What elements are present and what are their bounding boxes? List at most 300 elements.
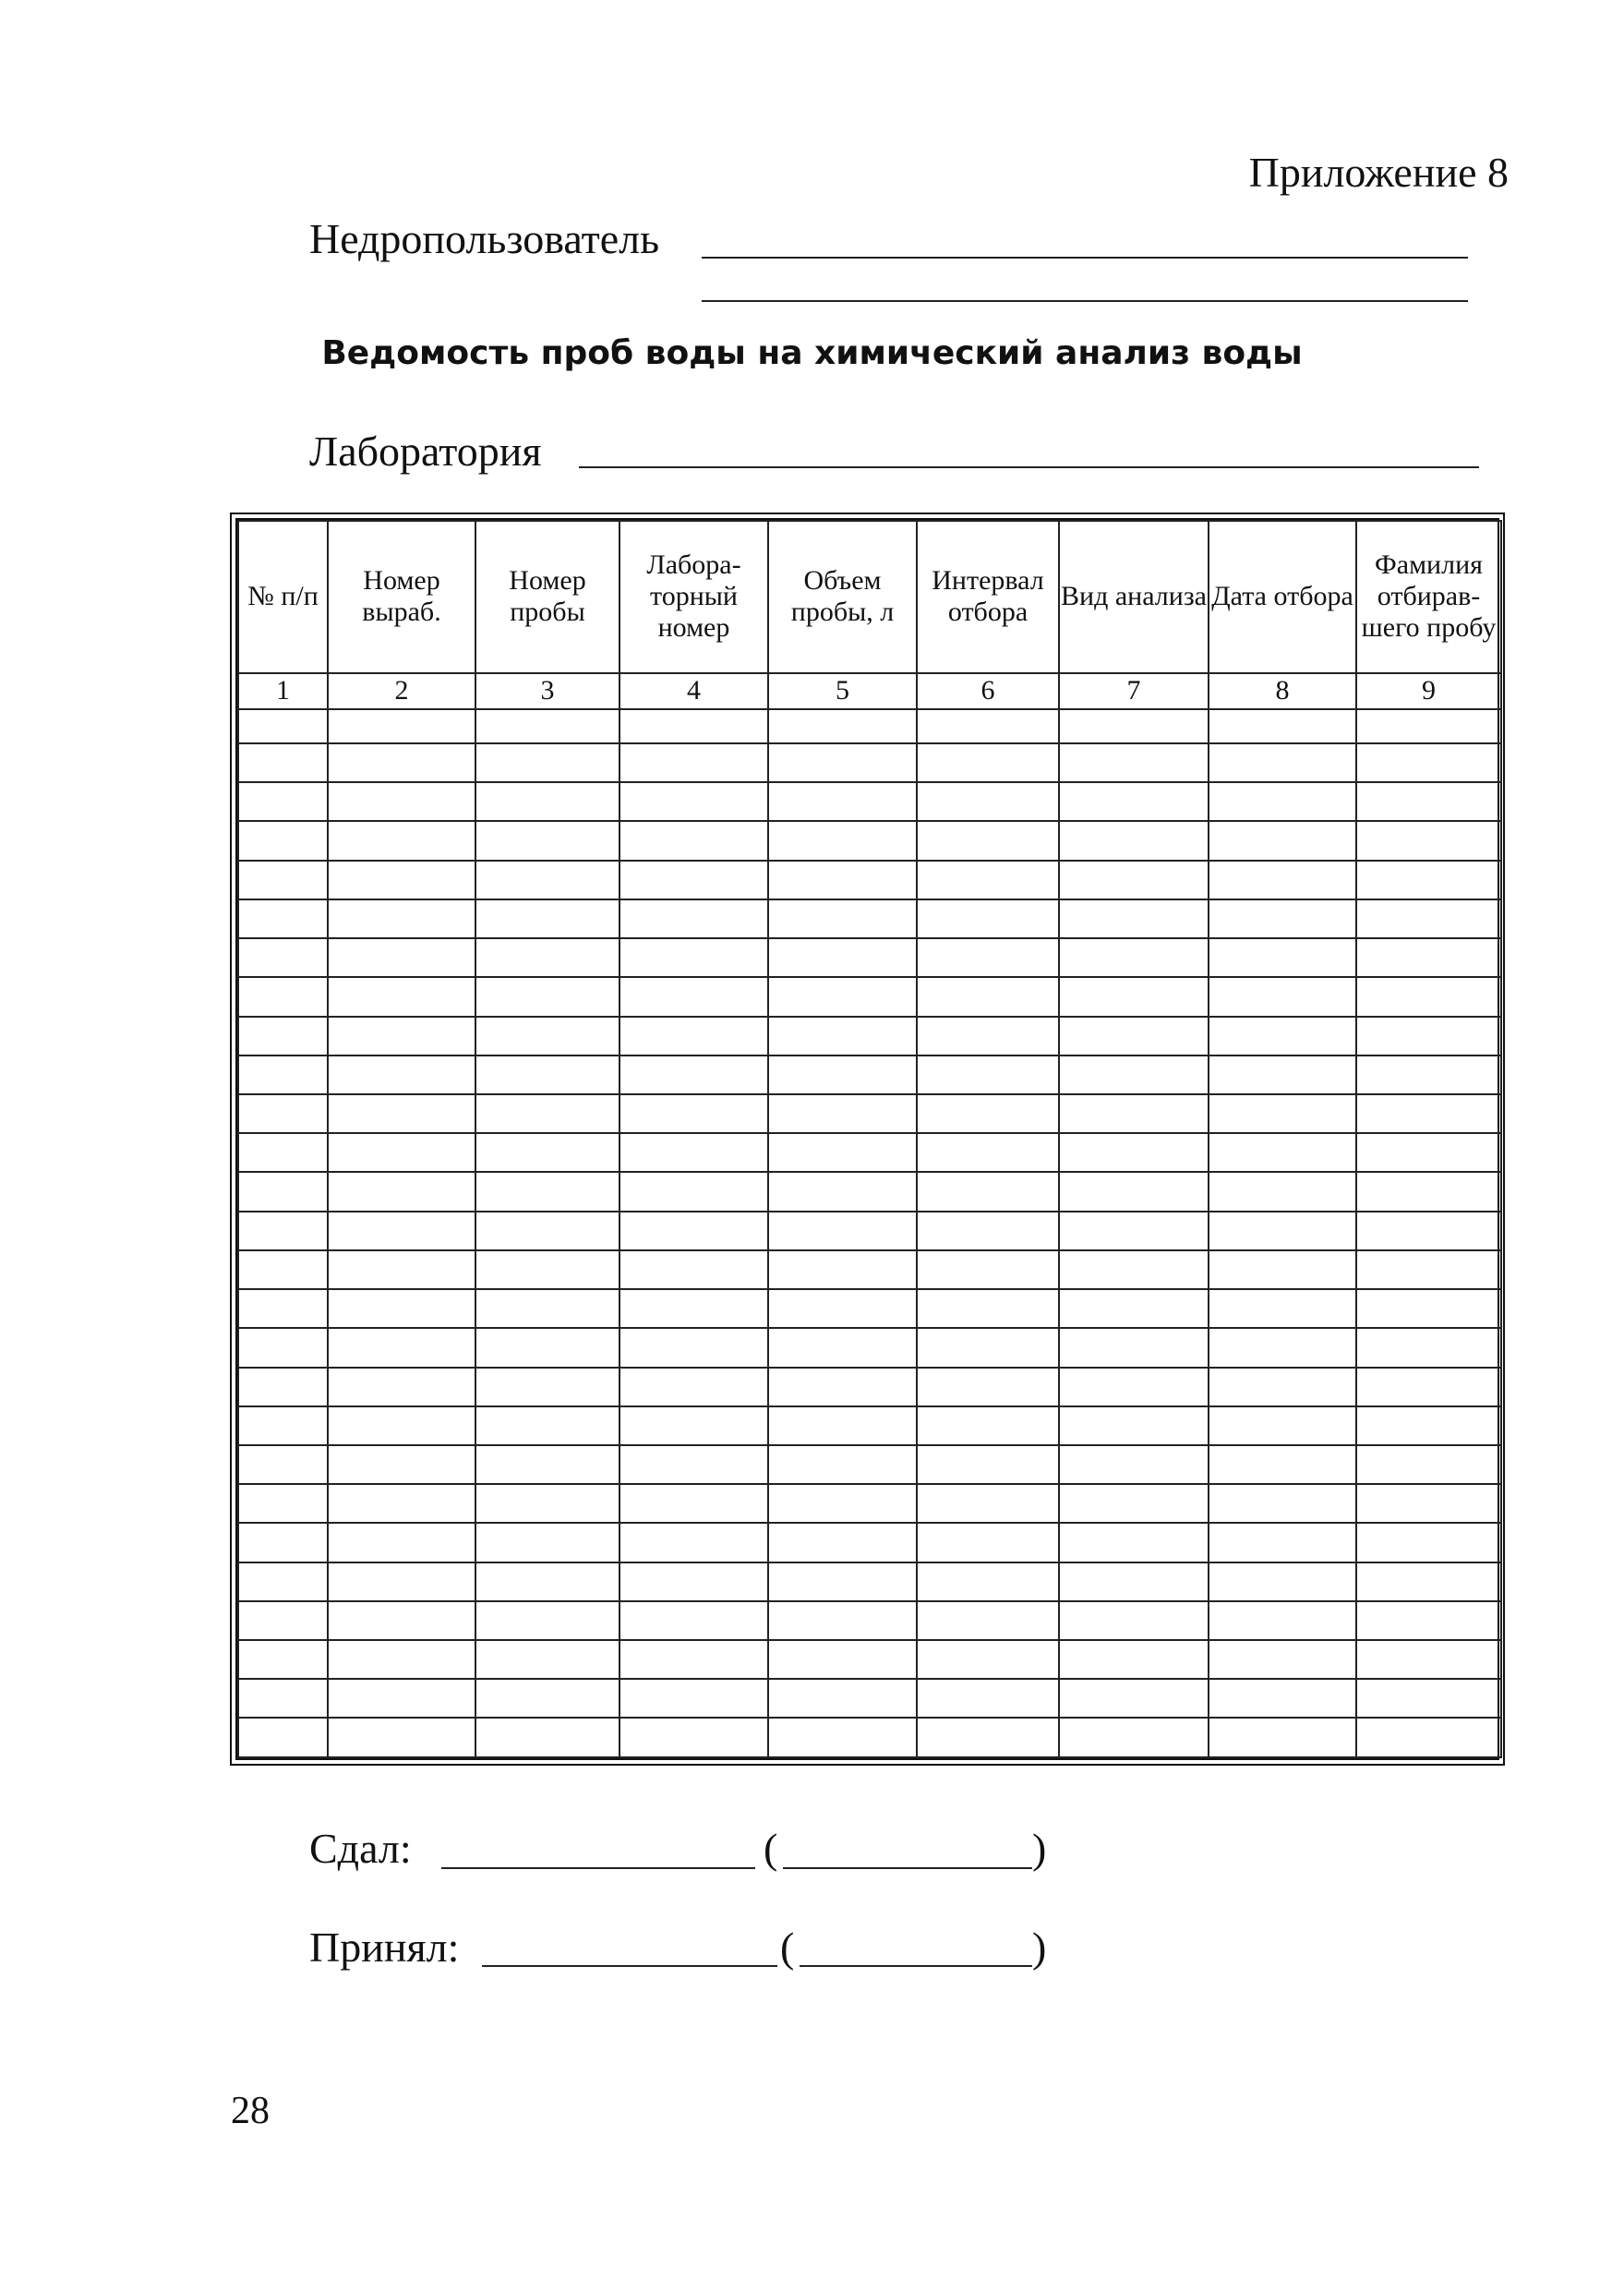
table-cell[interactable] [475, 899, 620, 938]
appendix-label: Приложение 8 [1248, 149, 1509, 196]
handed-over-signature-line[interactable] [441, 1867, 755, 1869]
table-cell[interactable] [620, 1601, 768, 1640]
table-cell[interactable] [328, 1172, 475, 1211]
table-cell[interactable] [1209, 743, 1356, 782]
table-cell[interactable] [238, 1601, 328, 1640]
table-row [238, 938, 1501, 977]
table-cell[interactable] [1209, 1056, 1356, 1094]
table-cell[interactable] [1209, 1640, 1356, 1679]
table-cell[interactable] [768, 821, 917, 860]
table-cell[interactable] [475, 1523, 620, 1562]
table-cell[interactable] [238, 743, 328, 782]
table-cell[interactable] [1356, 1250, 1501, 1289]
table-cell[interactable] [328, 1406, 475, 1445]
table-row [238, 1094, 1501, 1133]
table-cell[interactable] [1209, 1406, 1356, 1445]
column-number-cell: 4 [620, 673, 768, 709]
table-cell[interactable] [768, 1368, 917, 1406]
table-cell[interactable] [1209, 977, 1356, 1016]
table-cell[interactable] [620, 743, 768, 782]
table-cell[interactable] [1059, 1523, 1209, 1562]
table-cell[interactable] [238, 1133, 328, 1172]
table-cell[interactable] [1059, 1094, 1209, 1133]
table-cell[interactable] [768, 977, 917, 1016]
table-cell[interactable] [1059, 861, 1209, 899]
table-cell[interactable] [917, 899, 1059, 938]
table-cell[interactable] [328, 743, 475, 782]
table-cell[interactable] [620, 1406, 768, 1445]
table-cell[interactable] [768, 899, 917, 938]
table-cell[interactable] [1209, 1679, 1356, 1718]
table-cell[interactable] [768, 1640, 917, 1679]
header-cell: Номер выраб. [328, 521, 475, 673]
table-cell[interactable] [328, 1523, 475, 1562]
table-cell[interactable] [620, 1289, 768, 1328]
table-cell[interactable] [917, 1172, 1059, 1211]
table-cell[interactable] [1059, 1562, 1209, 1601]
table-cell[interactable] [768, 1172, 917, 1211]
table-cell[interactable] [1209, 1212, 1356, 1250]
table-cell[interactable] [238, 1368, 328, 1406]
table-cell[interactable] [917, 1523, 1059, 1562]
table-row [238, 1289, 1501, 1328]
table-cell[interactable] [917, 782, 1059, 821]
table-cell[interactable] [328, 899, 475, 938]
table-cell[interactable] [1059, 1368, 1209, 1406]
table-cell[interactable] [238, 1056, 328, 1094]
column-number-row [238, 673, 1501, 709]
handed-over-label: Сдал: [309, 1825, 412, 1872]
table-cell[interactable] [768, 743, 917, 782]
table-cell[interactable] [238, 1250, 328, 1289]
table-cell[interactable] [328, 1562, 475, 1601]
table-cell[interactable] [1209, 1368, 1356, 1406]
table-cell[interactable] [1356, 1718, 1501, 1757]
table-cell[interactable] [917, 1289, 1059, 1328]
table-cell[interactable] [620, 1212, 768, 1250]
received-signature-line[interactable] [482, 1965, 777, 1967]
table-cell[interactable] [1209, 1718, 1356, 1757]
table-cell[interactable] [620, 1172, 768, 1211]
table-cell[interactable] [238, 1484, 328, 1523]
table-cell[interactable] [1059, 1212, 1209, 1250]
table-cell[interactable] [1356, 1172, 1501, 1211]
header-cell: Дата отбора [1209, 521, 1356, 673]
table-cell[interactable] [620, 1484, 768, 1523]
table-cell[interactable] [1059, 938, 1209, 977]
table-cell[interactable] [620, 1017, 768, 1056]
table-cell[interactable] [1059, 1328, 1209, 1367]
table-cell[interactable] [1209, 821, 1356, 860]
table-cell[interactable] [620, 977, 768, 1016]
table-cell[interactable] [1059, 1445, 1209, 1484]
table-cell[interactable] [475, 861, 620, 899]
table-cell[interactable] [328, 1289, 475, 1328]
table-cell[interactable] [328, 1484, 475, 1523]
table-cell[interactable] [475, 1406, 620, 1445]
table-cell[interactable] [1356, 1289, 1501, 1328]
table-cell[interactable] [328, 1056, 475, 1094]
table-cell[interactable] [1356, 1679, 1501, 1718]
table-cell[interactable] [1059, 1017, 1209, 1056]
table-cell[interactable] [328, 1017, 475, 1056]
subsoil-user-label: Недропользователь [309, 215, 660, 262]
table-row [238, 861, 1501, 899]
table-cell[interactable] [475, 821, 620, 860]
table-cell[interactable] [1356, 743, 1501, 782]
table-cell[interactable] [768, 1406, 917, 1445]
table-cell[interactable] [238, 782, 328, 821]
table-cell[interactable] [917, 861, 1059, 899]
table-cell[interactable] [620, 1640, 768, 1679]
table-cell[interactable] [238, 899, 328, 938]
table-cell[interactable] [1209, 938, 1356, 977]
table-cell[interactable] [475, 782, 620, 821]
table-cell[interactable] [475, 1445, 620, 1484]
table-row [238, 1133, 1501, 1172]
table-cell[interactable] [917, 1601, 1059, 1640]
table-cell[interactable] [768, 1017, 917, 1056]
table-cell[interactable] [768, 1445, 917, 1484]
table-cell[interactable] [475, 1484, 620, 1523]
table-row [238, 1640, 1501, 1679]
table-cell[interactable] [620, 1094, 768, 1133]
table-cell[interactable] [238, 1172, 328, 1211]
table-cell[interactable] [475, 1328, 620, 1367]
table-cell[interactable] [328, 1640, 475, 1679]
table-cell[interactable] [917, 1368, 1059, 1406]
table-cell[interactable] [620, 821, 768, 860]
table-cell[interactable] [475, 1017, 620, 1056]
table-cell[interactable] [238, 1212, 328, 1250]
column-number-cell: 6 [917, 673, 1059, 709]
received-close-paren: ) [1032, 1924, 1047, 1971]
table-cell[interactable] [238, 1017, 328, 1056]
table-cell[interactable] [620, 1679, 768, 1718]
table-cell[interactable] [238, 1289, 328, 1328]
received-label: Принял: [309, 1924, 460, 1971]
table-cell[interactable] [620, 938, 768, 977]
table-row [238, 1250, 1501, 1289]
table-cell[interactable] [620, 1368, 768, 1406]
table-cell[interactable] [1356, 1133, 1501, 1172]
column-number-cell: 2 [328, 673, 475, 709]
table-cell[interactable] [1356, 861, 1501, 899]
table-cell[interactable] [1209, 861, 1356, 899]
table-cell[interactable] [1059, 709, 1209, 743]
table-cell[interactable] [238, 1094, 328, 1133]
table-cell[interactable] [917, 1250, 1059, 1289]
laboratory-field-line[interactable] [579, 466, 1479, 468]
table-cell[interactable] [1356, 1212, 1501, 1250]
table-cell[interactable] [768, 861, 917, 899]
subsoil-user-field-line-1[interactable] [702, 257, 1468, 259]
table-cell[interactable] [1209, 1133, 1356, 1172]
table-row [238, 709, 1501, 743]
table-cell[interactable] [1356, 1056, 1501, 1094]
table-cell[interactable] [328, 1133, 475, 1172]
table-cell[interactable] [1059, 1289, 1209, 1328]
table-cell[interactable] [475, 1718, 620, 1757]
table-cell[interactable] [917, 938, 1059, 977]
table-cell[interactable] [1209, 1562, 1356, 1601]
table-cell[interactable] [620, 1056, 768, 1094]
header-row [238, 521, 1501, 673]
table-cell[interactable] [328, 1212, 475, 1250]
table-cell[interactable] [328, 821, 475, 860]
table-cell[interactable] [475, 938, 620, 977]
handed-over-open-paren: ( [764, 1825, 778, 1872]
table-cell[interactable] [1209, 1289, 1356, 1328]
table-cell[interactable] [1209, 1445, 1356, 1484]
table-cell[interactable] [475, 1094, 620, 1133]
table-row [238, 977, 1501, 1016]
table-cell[interactable] [917, 1484, 1059, 1523]
table-cell[interactable] [1356, 1562, 1501, 1601]
table-cell[interactable] [475, 743, 620, 782]
table-cell[interactable] [620, 899, 768, 938]
table-cell[interactable] [1209, 1172, 1356, 1211]
header-cell: Фамилия отбирав-шего пробу [1356, 521, 1501, 673]
table-cell[interactable] [1356, 1601, 1501, 1640]
table-cell[interactable] [1356, 1484, 1501, 1523]
table-cell[interactable] [917, 1640, 1059, 1679]
table-cell[interactable] [1209, 709, 1356, 743]
table-cell[interactable] [1356, 899, 1501, 938]
table-cell[interactable] [238, 1679, 328, 1718]
table-cell[interactable] [620, 1718, 768, 1757]
table-cell[interactable] [1059, 1250, 1209, 1289]
table-cell[interactable] [238, 1328, 328, 1367]
table-cell[interactable] [1356, 1017, 1501, 1056]
table-cell[interactable] [768, 1328, 917, 1367]
table-cell[interactable] [768, 709, 917, 743]
table-cell[interactable] [1059, 1484, 1209, 1523]
table-cell[interactable] [768, 1523, 917, 1562]
table-cell[interactable] [475, 1562, 620, 1601]
table-cell[interactable] [328, 709, 475, 743]
table-cell[interactable] [768, 1133, 917, 1172]
table-row [238, 821, 1501, 860]
table-cell[interactable] [238, 938, 328, 977]
column-number-cell: 9 [1356, 673, 1501, 709]
table-cell[interactable] [1059, 899, 1209, 938]
header-cell: Вид анализа [1059, 521, 1209, 673]
table-cell[interactable] [768, 1212, 917, 1250]
table-cell[interactable] [1059, 1172, 1209, 1211]
table-cell[interactable] [917, 1562, 1059, 1601]
table-cell[interactable] [917, 1094, 1059, 1133]
table-cell[interactable] [1059, 782, 1209, 821]
table-cell[interactable] [328, 938, 475, 977]
samples-table-frame [230, 513, 1505, 1766]
table-cell[interactable] [1209, 1250, 1356, 1289]
table-cell[interactable] [1356, 1640, 1501, 1679]
table-cell[interactable] [328, 1094, 475, 1133]
table-cell[interactable] [1356, 1523, 1501, 1562]
table-cell[interactable] [1059, 821, 1209, 860]
table-cell[interactable] [917, 1133, 1059, 1172]
table-cell[interactable] [475, 1212, 620, 1250]
table-cell[interactable] [917, 821, 1059, 860]
table-cell[interactable] [475, 1368, 620, 1406]
table-cell[interactable] [238, 977, 328, 1016]
table-cell[interactable] [1059, 1718, 1209, 1757]
table-row [238, 782, 1501, 821]
header-cell: Лабора-торный номер [620, 521, 768, 673]
table-cell[interactable] [1209, 1601, 1356, 1640]
table-cell[interactable] [1059, 743, 1209, 782]
table-cell[interactable] [1059, 1133, 1209, 1172]
table-cell[interactable] [917, 743, 1059, 782]
table-cell[interactable] [768, 1484, 917, 1523]
table-cell[interactable] [1059, 1406, 1209, 1445]
table-cell[interactable] [1209, 1484, 1356, 1523]
table-cell[interactable] [238, 1718, 328, 1757]
table-cell[interactable] [620, 1328, 768, 1367]
header-cell: Объем пробы, л [768, 521, 917, 673]
table-cell[interactable] [328, 1368, 475, 1406]
table-cell[interactable] [328, 1679, 475, 1718]
header-cell: Номер пробы [475, 521, 620, 673]
table-cell[interactable] [1356, 1406, 1501, 1445]
handed-over-name-line[interactable] [783, 1867, 1032, 1869]
table-cell[interactable] [917, 1056, 1059, 1094]
table-cell[interactable] [1356, 821, 1501, 860]
table-cell[interactable] [238, 1640, 328, 1679]
table-cell[interactable] [328, 782, 475, 821]
handed-over-close-paren: ) [1032, 1825, 1047, 1872]
table-cell[interactable] [328, 977, 475, 1016]
table-cell[interactable] [917, 1718, 1059, 1757]
table-cell[interactable] [1356, 709, 1501, 743]
table-cell[interactable] [328, 861, 475, 899]
table-cell[interactable] [1356, 1328, 1501, 1367]
document-title: Ведомость проб воды на химический анализ воды [321, 334, 1303, 372]
table-cell[interactable] [238, 1406, 328, 1445]
table-row [238, 1172, 1501, 1211]
table-cell[interactable] [1356, 782, 1501, 821]
table-cell[interactable] [620, 1445, 768, 1484]
table-cell[interactable] [768, 1679, 917, 1718]
table-cell[interactable] [917, 1406, 1059, 1445]
table-cell[interactable] [917, 1679, 1059, 1718]
table-cell[interactable] [620, 1133, 768, 1172]
table-cell[interactable] [768, 1056, 917, 1094]
table-cell[interactable] [1356, 1094, 1501, 1133]
column-number-cell: 1 [238, 673, 328, 709]
received-name-line[interactable] [800, 1965, 1032, 1967]
table-cell[interactable] [475, 1056, 620, 1094]
table-cell[interactable] [1209, 1523, 1356, 1562]
table-cell[interactable] [1356, 1445, 1501, 1484]
table-cell[interactable] [768, 1250, 917, 1289]
laboratory-label: Лаборатория [309, 428, 542, 475]
received-open-paren: ( [780, 1924, 795, 1971]
table-cell[interactable] [1059, 977, 1209, 1016]
table-cell[interactable] [768, 1289, 917, 1328]
table-cell[interactable] [328, 1718, 475, 1757]
table-row [238, 1328, 1501, 1367]
table-cell[interactable] [475, 1679, 620, 1718]
table-body [238, 709, 1501, 1757]
table-cell[interactable] [1209, 899, 1356, 938]
subsoil-user-field-line-2[interactable] [702, 300, 1468, 302]
table-cell[interactable] [328, 1601, 475, 1640]
table-cell[interactable] [1209, 1094, 1356, 1133]
table-cell[interactable] [475, 1289, 620, 1328]
table-cell[interactable] [1209, 782, 1356, 821]
table-row [238, 1445, 1501, 1484]
table-row [238, 1406, 1501, 1445]
table-cell[interactable] [768, 938, 917, 977]
table-cell[interactable] [328, 1250, 475, 1289]
samples-table [237, 520, 1502, 1758]
table-cell[interactable] [1209, 1017, 1356, 1056]
table-cell[interactable] [475, 1172, 620, 1211]
table-cell[interactable] [1059, 1679, 1209, 1718]
table-row [238, 1718, 1501, 1757]
table-cell[interactable] [768, 1562, 917, 1601]
table-cell[interactable] [328, 1445, 475, 1484]
table-cell[interactable] [238, 861, 328, 899]
table-row [238, 899, 1501, 938]
table-cell[interactable] [475, 1250, 620, 1289]
table-cell[interactable] [1209, 1328, 1356, 1367]
table-row [238, 1017, 1501, 1056]
table-cell[interactable] [328, 1328, 475, 1367]
table-cell[interactable] [1356, 1368, 1501, 1406]
table-cell[interactable] [768, 782, 917, 821]
table-cell[interactable] [620, 1250, 768, 1289]
table-cell[interactable] [1356, 938, 1501, 977]
table-cell[interactable] [1356, 977, 1501, 1016]
table-cell[interactable] [768, 1094, 917, 1133]
table-cell[interactable] [917, 1212, 1059, 1250]
table-cell[interactable] [475, 1640, 620, 1679]
table-cell[interactable] [1059, 1640, 1209, 1679]
column-number-cell: 3 [475, 673, 620, 709]
header-cell: № п/п [238, 521, 328, 673]
table-cell[interactable] [238, 1445, 328, 1484]
table-cell[interactable] [620, 861, 768, 899]
table-cell[interactable] [620, 1523, 768, 1562]
table-cell[interactable] [238, 1562, 328, 1601]
table-row [238, 1368, 1501, 1406]
table-cell[interactable] [768, 1718, 917, 1757]
table-cell[interactable] [475, 1601, 620, 1640]
table-cell[interactable] [238, 821, 328, 860]
table-cell[interactable] [620, 709, 768, 743]
table-cell[interactable] [238, 709, 328, 743]
table-cell[interactable] [1059, 1056, 1209, 1094]
table-cell[interactable] [768, 1601, 917, 1640]
table-cell[interactable] [475, 709, 620, 743]
table-cell[interactable] [620, 782, 768, 821]
table-cell[interactable] [917, 1328, 1059, 1367]
table-cell[interactable] [475, 977, 620, 1016]
table-cell[interactable] [238, 1523, 328, 1562]
table-cell[interactable] [917, 709, 1059, 743]
column-number-cell: 8 [1209, 673, 1356, 709]
table-cell[interactable] [620, 1562, 768, 1601]
table-row [238, 1212, 1501, 1250]
table-cell[interactable] [917, 1445, 1059, 1484]
table-cell[interactable] [1059, 1601, 1209, 1640]
table-cell[interactable] [917, 977, 1059, 1016]
table-cell[interactable] [475, 1133, 620, 1172]
table-cell[interactable] [917, 1017, 1059, 1056]
